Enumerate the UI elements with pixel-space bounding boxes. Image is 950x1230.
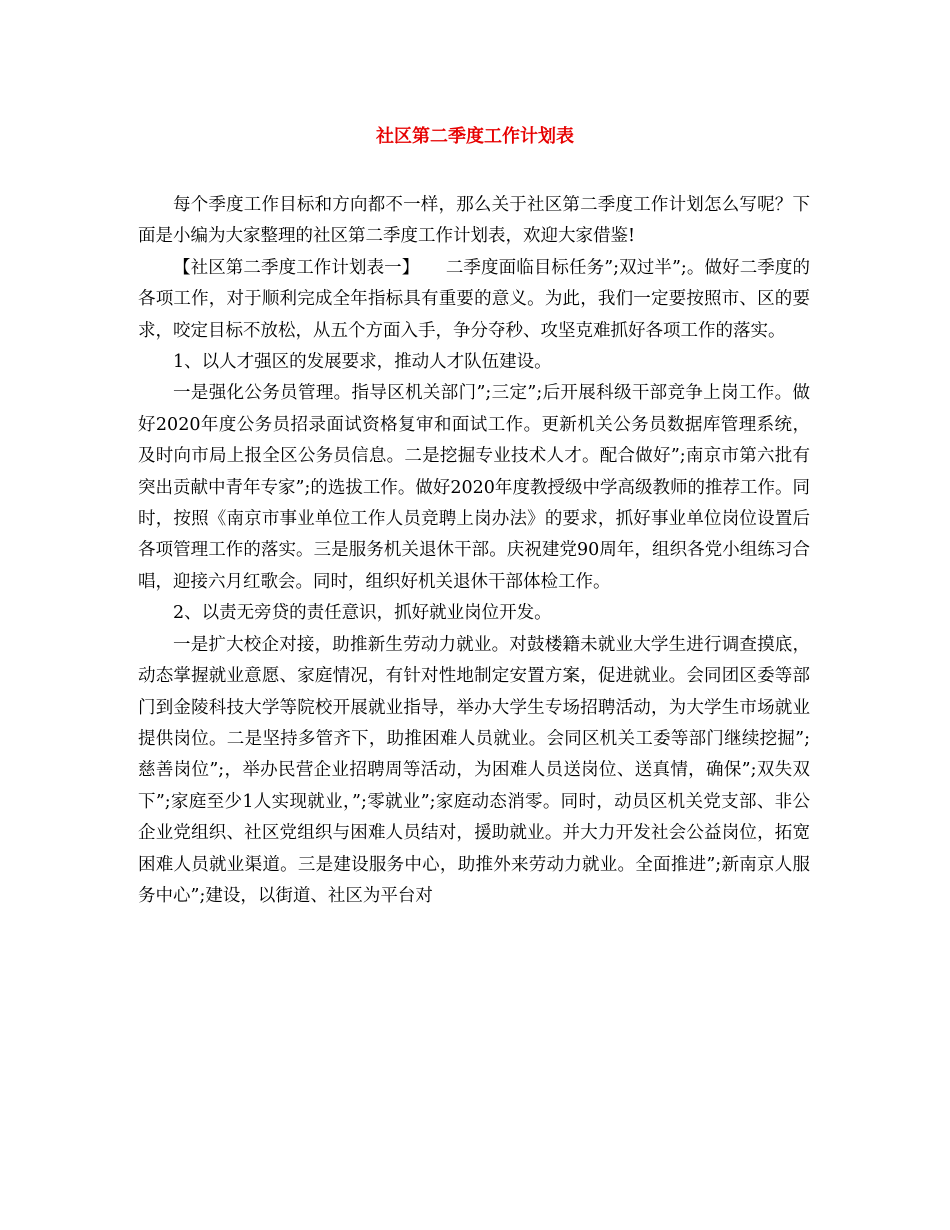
paragraph-intro: 每个季度工作目标和方向都不一样，那么关于社区第二季度工作计划怎么写呢？下面是小编为大家整理的社区第二季度工作计划表，欢迎大家借鉴! [138, 195, 810, 247]
paragraph-heading-1: 1、以人才强区的发展要求，推动人才队伍建设。 [173, 352, 552, 373]
paragraph-plan-one: 【社区第二季度工作计划表一】 二季度面临目标任务”;双过半”;。做好二季度的各项工作，对于顺利完成全年指标具有重要的意义。为此，我们一定要按照市、区的要求，咬定目标不放松，从五个方面入手，争分夺秒、攻坚克难抓好各项工作的落实。 [138, 257, 810, 341]
paragraph-section-1: 一是强化公务员管理。指导区机关部门”;三定”;后开展科级干部竞争上岗工作。做好2020年度公务员招录面试资格复审和面试工作。更新机关公务员数据库管理系统，及时向市局上报全区公务员信息。二是挖掘专业技术人才。配合做好”;南京市第六批有突出贡献中青年专家”;的选拔工作。做好2020年度教授级中学高级教师的推荐工作。同时，按照《南京市事业单位工作人员竞聘上岗办法》的要求，抓好事业单位岗位设置后各项管理工作的落实。三是服务机关退休干部。庆祝建党90周年，组织各党小组练习合唱，迎接六月红歌会。同时，组织好机关退休干部体检工作。 [138, 383, 810, 592]
paragraph-section-2: 一是扩大校企对接，助推新生劳动力就业。对鼓楼籍未就业大学生进行调查摸底，动态掌握就业意愿、家庭情况，有针对性地制定安置方案，促进就业。会同团区委等部门到金陵科技大学等院校开展就业指导，举办大学生专场招聘活动，为大学生市场就业提供岗位。二是坚持多管齐下，助推困难人员就业。会同区机关工委等部门继续挖掘”;慈善岗位”;，举办民营企业招聘周等活动，为困难人员送岗位、送真情，确保”;双失双下”;家庭至少1人实现就业，”;零就业”;家庭动态消零。同时，动员区机关党支部、非公企业党组织、社区党组织与困难人员结对，援助就业。并大力开发社会公益岗位，拓宽困难人员就业渠道。三是建设服务中心，助推外来劳动力就业。全面推进”;新南京人服务中心”;建设，以街道、社区为平台对 [138, 634, 810, 906]
document-body [138, 190, 810, 912]
document-title: 社区第二季度工作计划表 [376, 126, 574, 147]
paragraph-heading-2: 2、以责无旁贷的责任意识，抓好就业岗位开发。 [173, 603, 552, 624]
